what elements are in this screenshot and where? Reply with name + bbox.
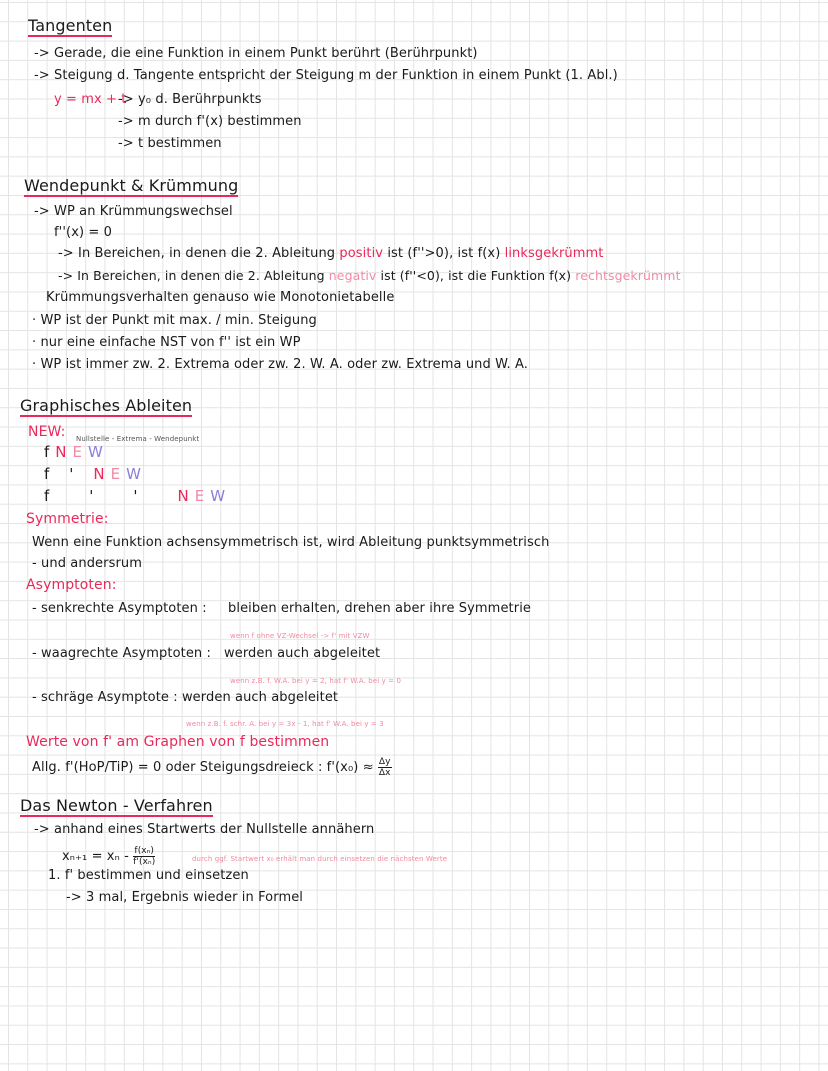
tangenten-title: Tangenten [28,16,113,35]
asymptote-schraeg-note: wenn z.B. f. schr. A. bei y = 3x - 1, hat f' W.A. bei y = 3 [186,720,384,728]
wendepunkt-line-5: Krümmungsverhalten genauso wie Monotonietabelle [46,290,395,305]
wendepunkt-formula: f''(x) = 0 [54,225,112,240]
newton-line-1: -> anhand eines Startwerts der Nullstelle annähern [34,822,375,837]
symmetrie-line-1: Wenn eine Funktion achsensymmetrisch ist, wird Ableitung punktsymmetrisch [32,535,550,550]
new-row-f: fNEW [44,443,109,461]
tangenten-step-2: -> m durch f'(x) bestimmen [118,114,302,129]
asymptote-schraeg: - schräge Asymptote : werden auch abgeleitet [32,690,339,705]
asymptote-senkrecht-label: - senkrechte Asymptoten : [32,601,207,616]
tangenten-formula: y = mx + t [54,92,127,107]
asymptote-waagrecht-label: - waagrechte Asymptoten : [32,646,211,661]
newton-line-3: -> 3 mal, Ergebnis wieder in Formel [66,890,304,905]
tangenten-step-1: -> y₀ d. Berührpunkts [118,92,262,107]
wendepunkt-title: Wendepunkt & Krümmung [24,176,239,195]
werte-title: Werte von f' am Graphen von f bestimmen [26,734,330,750]
wendepunkt-line-4: -> In Bereichen, in denen die 2. Ableitung negativ ist (f''<0), ist die Funktion f(x) rechtsgekrümmt [58,268,681,283]
symmetrie-title: Symmetrie: [26,511,109,527]
wendepunkt-line-1: -> WP an Krümmungswechsel [34,204,233,219]
werte-line: Allg. f'(HoP/TiP) = 0 oder Steigungsdreieck : f'(x₀) ≈ $\frac{\Delta y}{\Delta x}$ [32,757,391,778]
new-label: NEW: [28,424,66,440]
new-note: Nullstelle - Extrema - Wendepunkt [76,435,200,443]
wendepunkt-bullet-2: · nur eine einfache NST von f'' ist ein WP [32,335,301,350]
newton-formula: xₙ₊₁ = xₙ - $\frac{\text{f(xₙ)}}{\text{f'(xₙ)}}$ [62,846,156,867]
symmetrie-line-2: - und andersrum [32,556,143,571]
werte-fraction: $\frac{\Delta y}{\Delta x}$ [378,757,391,778]
asymptote-waagrecht-note: wenn z.B. f. W.A. bei y = 2, hat f' W.A. bei y = 0 [230,677,402,685]
tangenten-step-3: -> t bestimmen [118,136,222,151]
wendepunkt-bullet-1: · WP ist der Punkt mit max. / min. Steigung [32,313,317,328]
tangenten-line-2: -> Steigung d. Tangente entspricht der Steigung m der Funktion in einem Punkt (1. Abl.) [34,68,618,83]
asymptoten-title: Asymptoten: [26,577,117,593]
newton-title: Das Newton - Verfahren [20,796,213,815]
new-row-f1: f'NEW [44,465,147,483]
newton-formula-note: durch ggf. Startwert x₀ erhält man durch einsetzen die nächsten Werte [192,855,448,863]
newton-line-2: 1. f' bestimmen und einsetzen [48,868,249,883]
wendepunkt-bullet-3: · WP ist immer zw. 2. Extrema oder zw. 2. W. A. oder zw. Extrema und W. A. [32,357,529,372]
asymptote-senkrecht-note: wenn f ohne VZ-Wechsel -> f' mit VZW [230,632,370,640]
graphisch-title: Graphisches Ableiten [20,396,193,415]
tangenten-line-1: -> Gerade, die eine Funktion in einem Punkt berührt (Berührpunkt) [34,46,478,61]
wendepunkt-line-3: -> In Bereichen, in denen die 2. Ableitung positiv ist (f''>0), ist f(x) linksgekrümmt [58,246,604,261]
newton-fraction: $\frac{\text{f(xₙ)}}{\text{f'(xₙ)}}$ [133,846,156,867]
asymptote-waagrecht-text: werden auch abgeleitet [224,646,381,661]
asymptote-senkrecht-text: bleiben erhalten, drehen aber ihre Symmetrie [228,601,531,616]
new-row-f2: f''NEW [44,487,232,505]
